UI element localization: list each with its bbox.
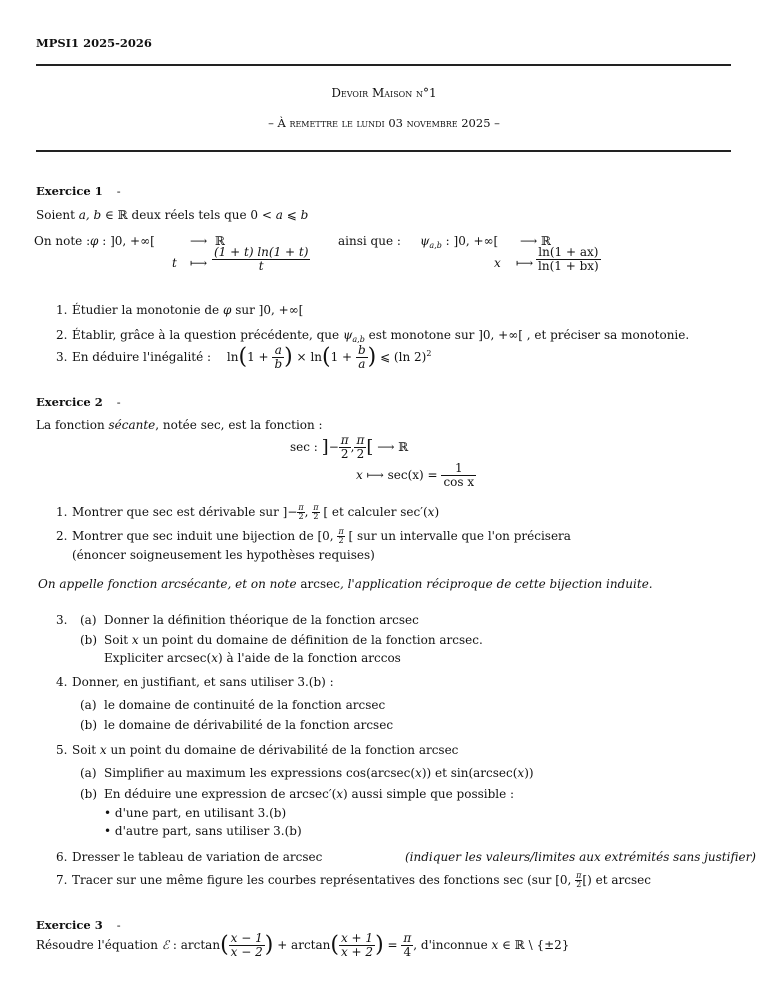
phi-codomain: ℝ: [215, 234, 225, 248]
var-x: x: [491, 938, 499, 953]
frac-denominator: a: [358, 357, 366, 372]
question-number: 3.: [56, 350, 68, 365]
exercise-3-dash: -: [116, 918, 121, 932]
ex2-question-3b-line2: [104, 651, 401, 665]
question-text: le domaine de dérivabilité de la fonction arcsec: [104, 718, 394, 732]
exercise-3-equation: Résoudre l'équation ℰ : arctan( $\frac{x - 1}{x - 2}$ ) + arctan( $\frac{x + 1}{x + 2}$ ) = $\frac{\pi}{4}$ , d'inconnue x ∈ ℝ \ {±2}: [36, 931, 570, 960]
times-sign: ×: [296, 350, 307, 365]
phi-var: [172, 256, 177, 270]
sec-arrow-codomain: ⟶ ℝ: [377, 440, 409, 455]
arctan-text: : arctan: [169, 938, 221, 953]
sub-label: (a): [80, 698, 97, 712]
phi-symbol: φ: [90, 234, 99, 248]
psi-subscript: a,b: [429, 241, 442, 250]
ex2-question-2-line2: (énoncer soigneusement les hypothèses requises): [72, 548, 375, 562]
question-number: 4.: [56, 675, 68, 689]
intro-text: , notée sec, est la fonction :: [155, 418, 323, 432]
phi-signature: [90, 234, 155, 248]
intro-text: ⩽: [282, 208, 301, 222]
question-number: 2.: [56, 328, 68, 342]
exercise-2-dash: -: [116, 395, 121, 409]
sec-denominator: cos x: [443, 475, 475, 490]
exercise-1-intro: [36, 208, 308, 222]
psi-arrow: ⟶: [520, 234, 538, 248]
exercise-1-title: Exercice 1: [36, 184, 103, 198]
frac-denominator: b: [274, 357, 283, 372]
frac-denominator: x − 2: [230, 945, 263, 960]
question-text: En déduire une expression de arcsec′(: [104, 787, 337, 801]
intro-var: a, b: [78, 208, 102, 222]
ex2-question-5b: [80, 787, 514, 801]
question-number: 6.: [56, 850, 68, 864]
frac-denominator: x + 2: [340, 945, 374, 960]
rhs-text: ⩽ (ln 2): [380, 350, 427, 365]
equation-text: ∈ ℝ \ {±2}: [498, 938, 570, 953]
intro-text: La fonction: [36, 418, 109, 432]
exercise-1-heading: [36, 184, 121, 198]
var-x: x: [415, 766, 422, 780]
question-text: est monotone sur ]0, +∞[ , et préciser sa monotonie.: [364, 328, 690, 342]
sec-name: sec :: [290, 440, 318, 455]
var-x: x: [427, 505, 435, 519]
class-year: MPSI1 2025-2026: [36, 36, 152, 50]
comma: ,: [350, 440, 355, 455]
equation-symbol: ℰ: [161, 938, 170, 953]
question-number: 1.: [56, 303, 68, 317]
sec-numerator: 1: [441, 462, 476, 476]
inequality-formula: ln(1 + $\frac{a}{b}$ ) × ln(1 + $\frac{b}{a}$ ) ⩽ (ln 2)$^2$: [226, 343, 432, 372]
ex2-question-3a: [56, 613, 419, 627]
question-text: Montrer que sec est dérivable sur ]−: [72, 505, 298, 519]
ex2-question-3b: [80, 633, 483, 647]
ex2-question-5b-bullet-1: • d'une part, en utilisant 3.(b): [104, 806, 287, 820]
sec-mapsto: ⟼ sec(x) =: [366, 468, 438, 483]
header-bottom-rule: [36, 150, 731, 152]
pi-num: π: [403, 931, 412, 945]
phi-denominator: t: [258, 259, 264, 274]
ex2-question-7: 7. Tracer sur une même figure les courbes représentatives des fonctions sec (sur [0, $\frac{\pi}{2}$ [) et arcsec: [56, 871, 651, 889]
question-text: Dresser le tableau de variation de arcsec: [72, 850, 323, 864]
question-text: un point du domaine de dérivabilité de la fonction arcsec: [106, 743, 459, 757]
ln-text: ln: [310, 350, 323, 365]
note-text: On appelle fonction arcsécante, et on note: [38, 577, 301, 591]
question-text: Expliciter arcsec(: [104, 651, 212, 665]
question-text: [ et calculer sec′(: [323, 505, 428, 519]
question-number: 2.: [56, 529, 68, 543]
equals-sign: =: [387, 938, 398, 953]
phi-numerator: (1 + t) ln(1 + t): [214, 245, 309, 259]
exercise-3-heading: [36, 918, 121, 932]
question-text: )) et sin(arcsec(: [421, 766, 518, 780]
intro-text: Soient: [36, 208, 79, 222]
exercise-2-title: Exercice 2: [36, 395, 103, 409]
ex2-question-5: [56, 743, 458, 757]
intro-italic: sécante: [108, 418, 156, 432]
one-plus-text: 1 +: [330, 350, 353, 365]
sec-right-bracket: [: [366, 436, 374, 458]
ln-text: ln: [226, 350, 239, 365]
top-rule: [36, 64, 731, 66]
two-den: 2: [356, 447, 365, 462]
equation-text: Résoudre l'équation: [36, 938, 162, 953]
psi-mapsto: ⟼: [516, 256, 534, 270]
question-text: )): [524, 766, 534, 780]
phi-mapsto: ⟼: [190, 256, 208, 270]
psi-symbol: ψ: [342, 328, 353, 342]
psi-denominator: ln(1 + bx): [538, 259, 599, 274]
var-x: x: [211, 651, 218, 665]
on-note-label: On note :: [34, 234, 91, 248]
exercise-2-heading: [36, 395, 121, 409]
one-plus-text: 1 +: [247, 350, 269, 365]
question-number: 5.: [56, 743, 68, 757]
frac-numerator: x − 1: [230, 931, 263, 945]
sec-signature: sec : ]− $\frac{\pi}{2}$ , $\frac{\pi}{2}$ [ ⟶ ℝ: [290, 433, 409, 462]
sub-label: (b): [80, 787, 98, 801]
question-text: [) et arcsec: [582, 873, 651, 887]
question-text: Simplifier au maximum les expressions cos(arcsec(: [104, 766, 416, 780]
frac-numerator: x + 1: [340, 931, 374, 945]
sub-label: (a): [80, 766, 97, 780]
question-text: un point du domaine de définition de la fonction arcsec.: [138, 633, 483, 647]
ex2-question-4b: [80, 718, 393, 732]
question-text: [ sur un intervalle que l'on précisera: [348, 529, 571, 543]
question-text: Étudier la monotonie de: [72, 303, 223, 317]
intro-text: ∈ ℝ deux réels tels que 0 <: [101, 208, 276, 222]
question-text: Soit: [72, 743, 100, 757]
question-number: 3.: [56, 613, 68, 627]
ex2-question-6-note: (indiquer les valeurs/limites aux extrémités sans justifier): [405, 850, 756, 864]
equation-text: , d'inconnue: [413, 938, 492, 953]
ex1-question-2: [56, 328, 689, 344]
ex2-question-5a: [80, 766, 534, 780]
question-text: le domaine de continuité de la fonction arcsec: [104, 698, 386, 712]
question-text: sur ]0, +∞[: [231, 303, 304, 317]
question-text: ): [434, 505, 440, 519]
question-text: ) à l'aide de la fonction arccos: [217, 651, 401, 665]
question-text: Montrer que sec induit une bijection de [0,: [72, 529, 338, 543]
sec-mapping: [356, 462, 476, 489]
intro-var: a: [275, 208, 283, 222]
psi-domain: : ]0, +∞[: [441, 234, 499, 248]
sub-label: (b): [80, 633, 98, 647]
exercise-1-dash: -: [116, 184, 121, 198]
ex2-question-1: 1. Montrer que sec est dérivable sur ]− $\frac{\pi}{2}$ , $\frac{\pi}{2}$ [ et calculer sec′(x): [56, 503, 440, 521]
arcsec-name: arcsec: [300, 577, 340, 591]
arctan-text: + arctan: [277, 938, 331, 953]
arcsec-definition-note: [38, 577, 653, 591]
ainsi-que-label: ainsi que :: [338, 234, 401, 248]
question-text: ) aussi simple que possible :: [343, 787, 515, 801]
psi-symbol: ψ: [420, 234, 430, 248]
ex2-question-5b-bullet-2: • d'autre part, sans utiliser 3.(b): [104, 824, 302, 838]
ex2-question-4a: [80, 698, 385, 712]
ex1-question-3: [56, 344, 431, 371]
psi-var-x: x: [494, 256, 501, 270]
psi-numerator: ln(1 + ax): [536, 246, 601, 260]
phi-domain: : ]0, +∞[: [98, 234, 155, 248]
pi-num: π: [340, 433, 349, 447]
due-date: – À remettre le lundi 03 novembre 2025 –: [268, 116, 500, 130]
question-text: En déduire l'inégalité :: [72, 350, 212, 365]
question-text: Tracer sur une même figure les courbes représentatives des fonctions sec (sur [0,: [72, 873, 576, 887]
ex2-question-6: [56, 850, 322, 864]
ex2-question-4: [56, 675, 334, 689]
phi-var-t: t: [172, 256, 177, 270]
question-text: Donner, en justifiant, et sans utiliser 3.(b) :: [72, 675, 334, 689]
two-den: 2: [340, 447, 349, 462]
var-x: x: [336, 787, 344, 801]
question-text: Donner la définition théorique de la fonction arcsec: [104, 613, 419, 627]
psi-codomain: ℝ: [541, 234, 551, 248]
phi-expression: [212, 246, 310, 273]
pi-num: π: [356, 433, 365, 447]
question-text: Établir, grâce à la question précédente, que: [72, 328, 343, 342]
frac-numerator: b: [357, 343, 366, 357]
psi-signature: [420, 234, 498, 250]
var-x: x: [131, 633, 139, 647]
sec-var: x: [356, 468, 363, 483]
phi-symbol: φ: [222, 303, 232, 317]
exercise-3-title: Exercice 3: [36, 918, 103, 932]
psi-var: [494, 256, 501, 270]
psi-subscript: a,b: [352, 335, 365, 344]
four-den: 4: [403, 945, 412, 960]
var-x: x: [517, 766, 525, 780]
note-text: , l'application réciproque de cette bijection induite.: [339, 577, 653, 591]
document-title: Devoir Maison n°1: [331, 86, 437, 100]
psi-expression: [536, 246, 601, 273]
ex1-question-1: [56, 303, 303, 317]
question-number: 1.: [56, 505, 68, 519]
phi-arrow: ⟶: [190, 234, 208, 248]
frac-numerator: a: [272, 344, 284, 358]
question-number: 7.: [56, 873, 68, 887]
exponent: 2: [426, 349, 432, 359]
sub-label: (b): [80, 718, 98, 732]
ex2-question-2: 2. Montrer que sec induit une bijection de [0, $\frac{\pi}{2}$ [ sur un intervalle que l'on précisera: [56, 527, 571, 545]
sub-label: (a): [80, 613, 97, 627]
var-x: x: [99, 743, 107, 757]
intro-var: b: [300, 208, 309, 222]
exercise-2-intro: [36, 418, 323, 432]
question-text: Soit: [104, 633, 132, 647]
